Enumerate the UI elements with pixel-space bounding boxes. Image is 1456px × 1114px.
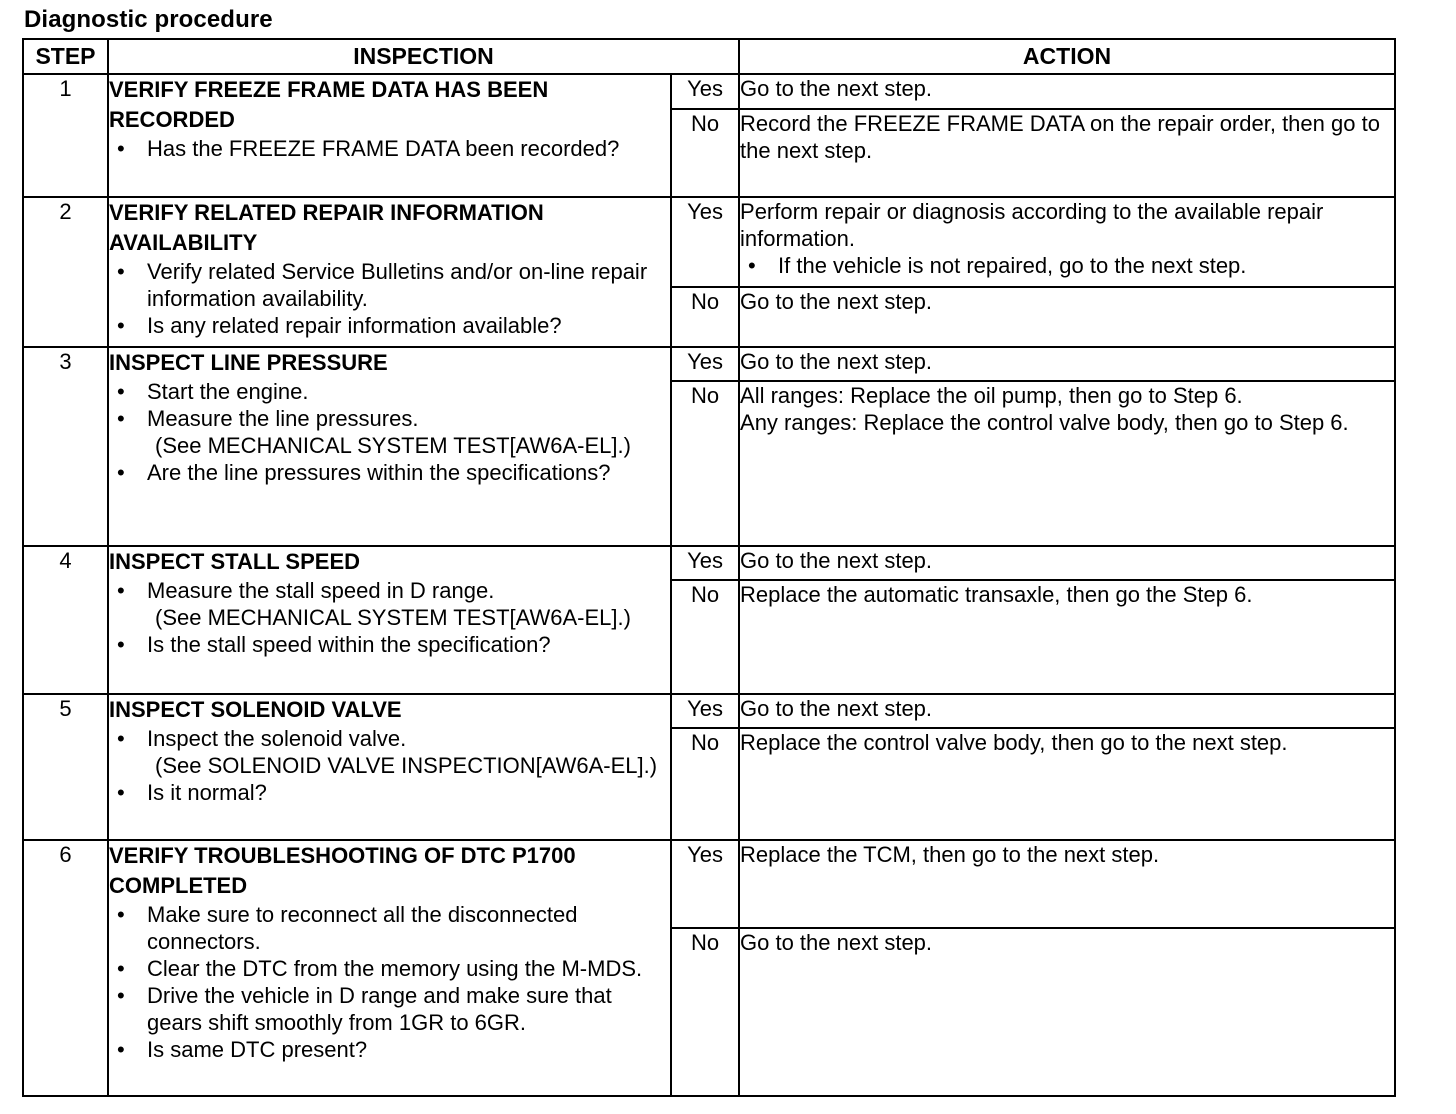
yes-label: Yes	[671, 840, 739, 928]
inspection-bullet: • Are the line pressures within the specifications?	[147, 459, 670, 486]
no-action	[739, 109, 1395, 197]
yes-label: Yes	[671, 347, 739, 381]
header-inspection: INSPECTION	[108, 39, 739, 74]
inspection-bullet: • Has the FREEZE FRAME DATA been recorded?	[147, 135, 670, 162]
inspection-bullet: • Clear the DTC from the memory using the M-MDS.	[147, 955, 670, 982]
step-inspection	[108, 546, 671, 694]
diagnostic-table	[22, 38, 1396, 1097]
no-action	[739, 381, 1395, 546]
yes-action	[739, 546, 1395, 580]
step-inspection	[108, 840, 671, 1096]
action-text: Perform repair or diagnosis according to the available repair information.	[740, 199, 1324, 251]
bullet-text: Measure the line pressures.	[147, 406, 419, 431]
yes-label: Yes	[671, 197, 739, 287]
step-number: 5	[23, 694, 108, 840]
no-action	[739, 287, 1395, 347]
step-number: 1	[23, 74, 108, 197]
action-bullet: • If the vehicle is not repaired, go to the next step.	[778, 252, 1394, 279]
header-step: STEP	[23, 39, 108, 74]
yes-label: Yes	[671, 546, 739, 580]
header-row	[23, 39, 1395, 74]
no-label: No	[671, 109, 739, 197]
bullet-text: Inspect the solenoid valve.	[147, 726, 407, 751]
inspection-bullet	[147, 577, 670, 631]
step-5-yes-row	[23, 694, 1395, 728]
step-title: VERIFY FREEZE FRAME DATA HAS BEEN RECORDED	[109, 77, 549, 132]
inspection-bullet: • Is it normal?	[147, 779, 670, 806]
step-2-yes-row	[23, 197, 1395, 287]
yes-action	[739, 197, 1395, 287]
step-title: VERIFY TROUBLESHOOTING OF DTC P1700 COMPLETED	[109, 843, 576, 898]
no-action	[739, 580, 1395, 694]
yes-action	[739, 347, 1395, 381]
action-text: All ranges: Replace the oil pump, then go to Step 6.	[740, 383, 1243, 408]
step-3-yes-row	[23, 347, 1395, 381]
step-inspection	[108, 74, 671, 197]
inspection-bullet: • Start the engine.	[147, 378, 670, 405]
reference-link[interactable]: (See MECHANICAL SYSTEM TEST[AW6A-EL].)	[155, 605, 631, 630]
action-text: Go to the next step.	[740, 696, 933, 721]
step-number: 3	[23, 347, 108, 546]
reference-link[interactable]: (See MECHANICAL SYSTEM TEST[AW6A-EL].)	[155, 433, 631, 458]
step-number: 4	[23, 546, 108, 694]
page-title: Diagnostic procedure	[24, 6, 273, 33]
bullet-text: Measure the stall speed in D range.	[147, 578, 495, 603]
yes-action	[739, 74, 1395, 109]
step-inspection	[108, 694, 671, 840]
step-inspection	[108, 347, 671, 546]
action-text: Any ranges: Replace the control valve body, then go to Step 6.	[740, 410, 1349, 435]
yes-action	[739, 840, 1395, 928]
inspection-bullet	[147, 405, 670, 459]
step-1-yes-row	[23, 74, 1395, 109]
no-label: No	[671, 580, 739, 694]
inspection-bullet: • Is the stall speed within the specification?	[147, 631, 670, 658]
inspection-bullet: • Drive the vehicle in D range and make sure that gears shift smoothly from 1GR to 6GR.	[147, 982, 670, 1036]
step-6-yes-row	[23, 840, 1395, 928]
inspection-bullet: • Make sure to reconnect all the disconnected connectors.	[147, 901, 670, 955]
yes-label: Yes	[671, 694, 739, 728]
no-label: No	[671, 381, 739, 546]
step-4-yes-row	[23, 546, 1395, 580]
no-label: No	[671, 287, 739, 347]
step-title: VERIFY RELATED REPAIR INFORMATION AVAILABILITY	[109, 200, 544, 255]
inspection-bullet	[147, 725, 670, 779]
no-action	[739, 928, 1395, 1096]
step-title: INSPECT LINE PRESSURE	[109, 350, 388, 375]
yes-label: Yes	[671, 74, 739, 109]
reference-link[interactable]: (See SOLENOID VALVE INSPECTION[AW6A-EL].)	[155, 753, 658, 778]
action-text: Go to the next step.	[740, 930, 933, 955]
step-number: 2	[23, 197, 108, 347]
step-title: INSPECT SOLENOID VALVE	[109, 697, 402, 722]
step-title: INSPECT STALL SPEED	[109, 549, 361, 574]
action-text: Replace the control valve body, then go to the next step.	[740, 730, 1288, 755]
header-action: ACTION	[739, 39, 1395, 74]
action-text: Go to the next step.	[740, 548, 933, 573]
no-label: No	[671, 928, 739, 1096]
action-text: Replace the automatic transaxle, then go the Step 6.	[740, 582, 1253, 607]
action-text: Go to the next step.	[740, 289, 933, 314]
action-text: Replace the TCM, then go to the next step.	[740, 842, 1160, 867]
inspection-bullet: • Is same DTC present?	[147, 1036, 670, 1063]
no-action	[739, 728, 1395, 840]
step-inspection	[108, 197, 671, 347]
action-text: Go to the next step.	[740, 76, 933, 101]
step-number: 6	[23, 840, 108, 1096]
action-text: Go to the next step.	[740, 349, 933, 374]
no-label: No	[671, 728, 739, 840]
yes-action	[739, 694, 1395, 728]
inspection-bullet: • Is any related repair information available?	[147, 312, 670, 339]
action-text: Record the FREEZE FRAME DATA on the repair order, then go to the next step.	[740, 111, 1380, 163]
inspection-bullet: • Verify related Service Bulletins and/or on-line repair information availability.	[147, 258, 670, 312]
